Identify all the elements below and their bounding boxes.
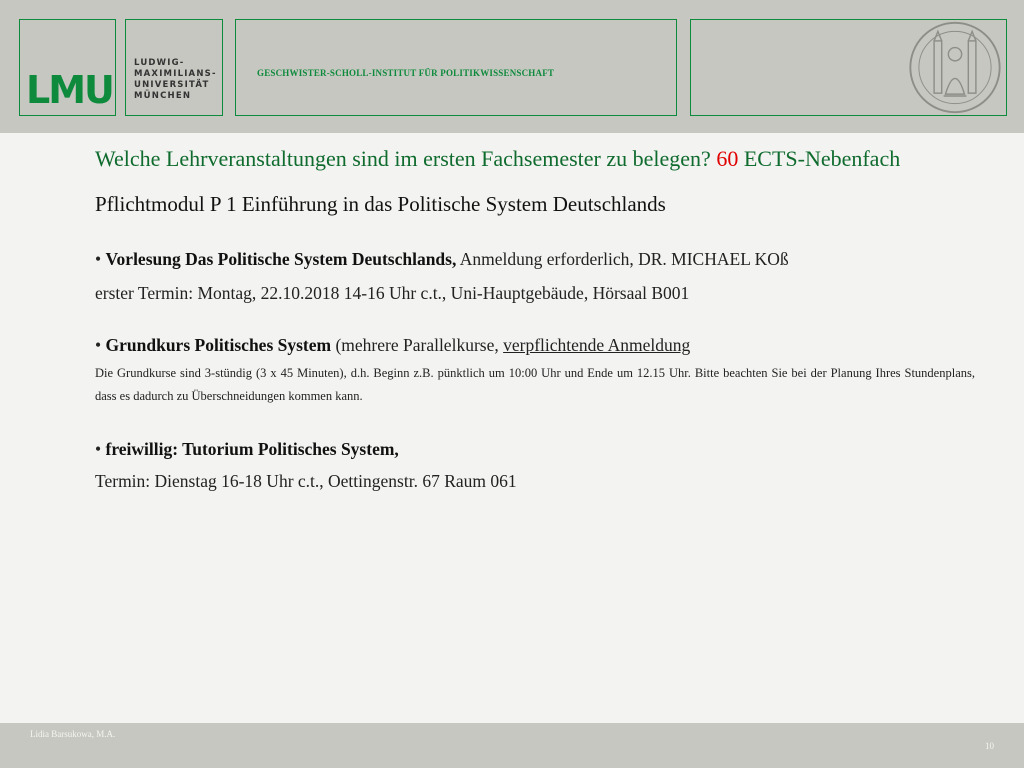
course-item: • Grundkurs Politisches System (mehrere Parallelkurse, verpflichtende Anmeldung xyxy=(95,335,691,355)
lmu-logo-box xyxy=(19,19,116,116)
seal-box xyxy=(690,19,1007,116)
slide-content xyxy=(95,140,985,494)
lecture-date: erster Termin: Montag, 22.10.2018 14-16 Uhr c.t., Uni-Hauptgebäude, Hörsaal B001 xyxy=(95,283,690,303)
course-note: Die Grundkurse sind 3-stündig (3 x 45 Minuten), d.h. Beginn z.B. pünktlich um 10:00 Uhr und Ende um 12.15 Uhr. Bitte beachten Sie bei der Planung Ihres Stundenplans, dass es dadurch zu Überschneidungen kommen kann. xyxy=(95,366,975,403)
university-seal-icon xyxy=(906,20,1004,115)
tutorium-item: • freiwillig: Tutorium Politisches System, xyxy=(95,439,399,459)
ects-highlight: 60 xyxy=(716,146,739,171)
lmu-logo: LMU xyxy=(26,68,113,112)
header-bar xyxy=(0,0,1024,133)
lecture-item: • Vorlesung Das Politische System Deutschlands, Anmeldung erforderlich, DR. MICHAEL KOß xyxy=(95,249,789,269)
university-name-box xyxy=(125,19,223,116)
module-heading: Pflichtmodul P 1 Einführung in das Politische System Deutschlands xyxy=(95,192,666,216)
tutorium-date: Termin: Dienstag 16-18 Uhr c.t., Oettingenstr. 67 Raum 061 xyxy=(95,471,517,491)
institute-name: GESCHWISTER-SCHOLL-INSTITUT FÜR POLITIKWISSENSCHAFT xyxy=(257,68,555,78)
slide-title: Welche Lehrveranstaltungen sind im ersten Fachsemester zu belegen? 60 ECTS-Nebenfach xyxy=(95,146,901,171)
page-number: 10 xyxy=(985,741,994,751)
institute-box xyxy=(235,19,677,116)
author-name: Lidia Barsukowa, M.A. xyxy=(30,729,116,739)
university-name: LUDWIG- MAXIMILIANS- UNIVERSITÄT MÜNCHEN xyxy=(134,58,217,101)
footer-bar xyxy=(0,723,1024,768)
